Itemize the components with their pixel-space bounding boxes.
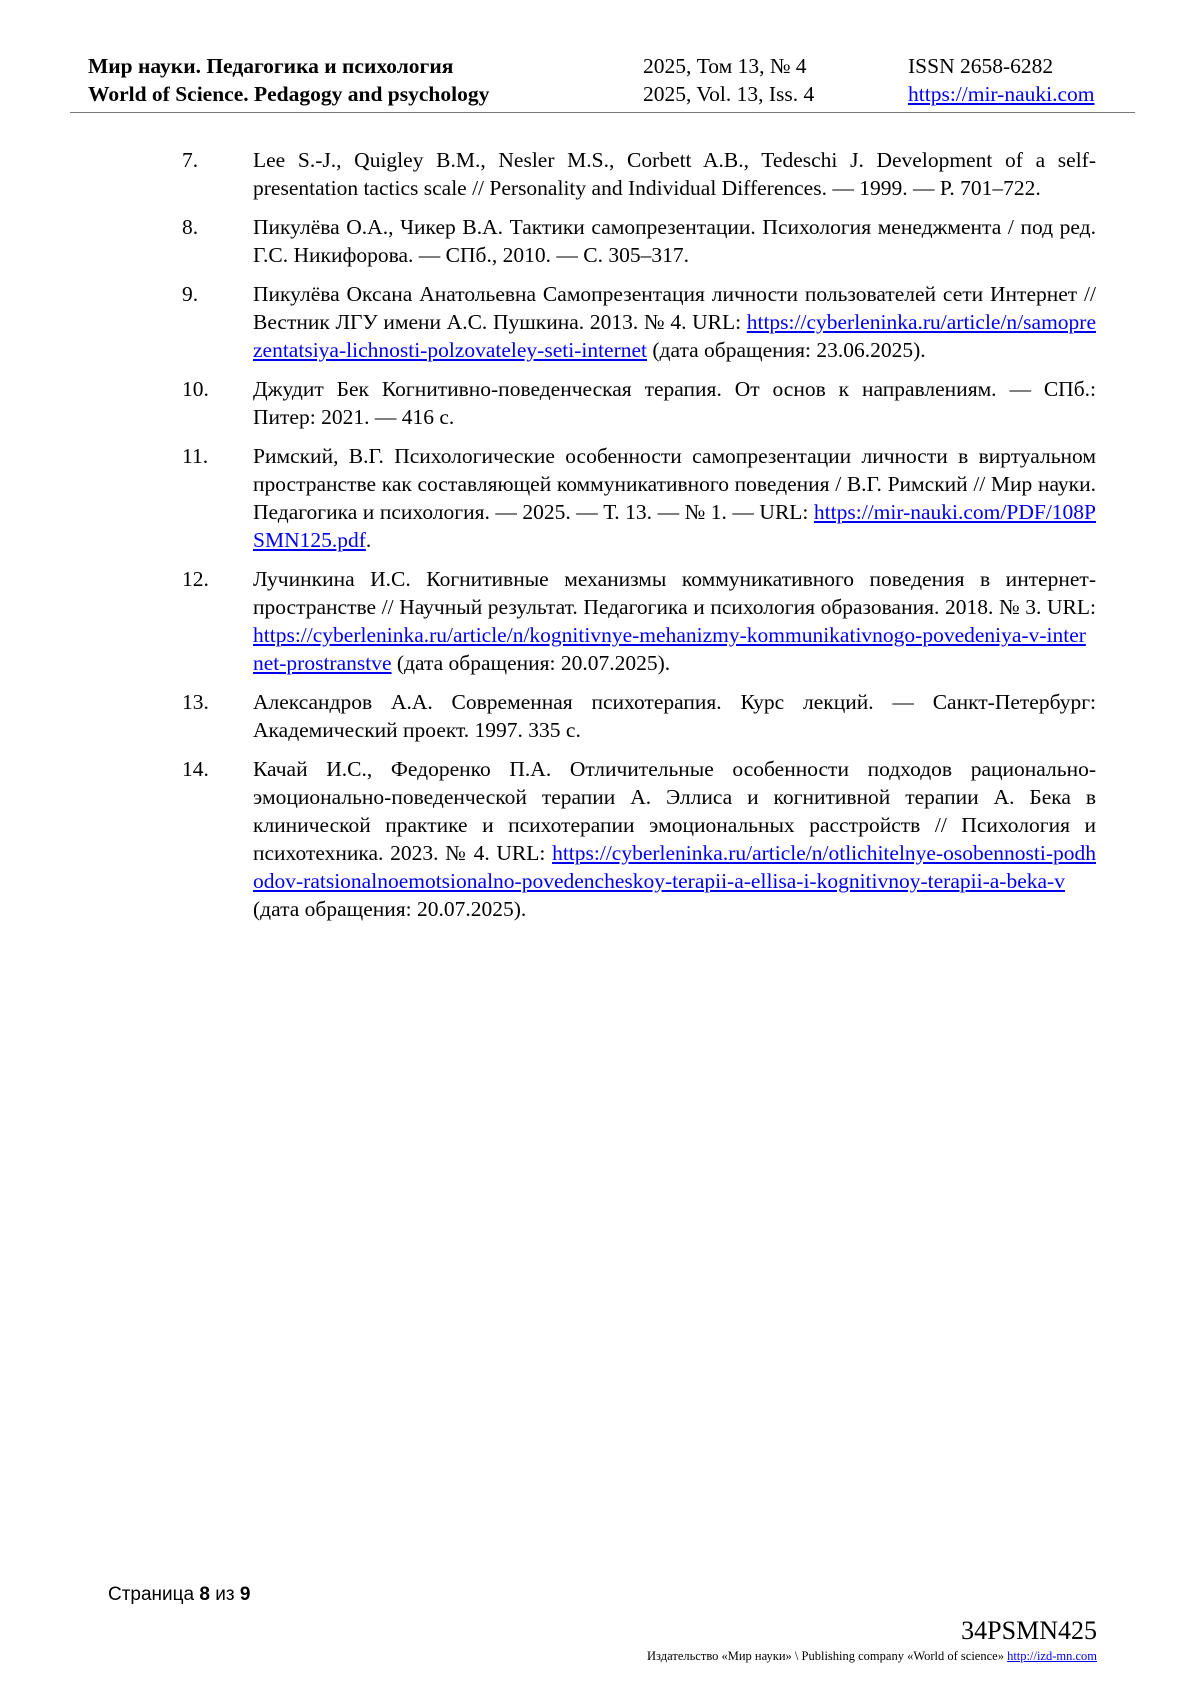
publisher-link[interactable]: http://izd-mn.com — [1007, 1649, 1097, 1663]
issue-info — [643, 52, 814, 108]
reference-body: Пикулёва О.А., Чикер В.А. Тактики самопрезентации. Психология менеджмента / под ред. Г.С. Никифорова. — СПб., 2010. — С. 305–317. — [253, 215, 1096, 267]
page-current: 8 — [199, 1584, 210, 1605]
page-counter — [108, 1584, 250, 1606]
reference-tail: (дата обращения: 20.07.2025). — [391, 651, 671, 675]
page-total: 9 — [239, 1584, 251, 1605]
reference-body: Александров А.А. Современная психотерапия. Курс лекций. — Санкт-Петербург: Академический проект. 1997. 335 с. — [253, 690, 1096, 742]
reference-item — [182, 146, 1096, 202]
reference-number: 10. — [182, 377, 209, 401]
reference-number: 11. — [182, 444, 209, 468]
reference-text — [253, 280, 1096, 364]
reference-item — [182, 755, 1096, 923]
reference-text — [253, 146, 1096, 202]
page-word: Страница — [108, 1584, 195, 1605]
reference-body: Качай И.С., Федоренко П.А. Отличительные особенности подходов рационально-эмоционально-поведенческой терапии А. Эллиса и когнитивной терапии А. Бека в клинической практике и психотерапии эмоциональных расстройств // Психология и психотехника. 2023. № 4. URL: — [253, 757, 1096, 865]
reference-body: Пикулёва Оксана Анатольевна Самопрезентация личности пользователей сети Интернет // Вестник ЛГУ имени А.С. Пушкина. 2013. № 4. URL: — [253, 282, 1096, 334]
journal-site-link[interactable]: https://mir-nauki.com — [908, 82, 1095, 106]
issn-block — [908, 52, 1094, 108]
reference-list — [182, 146, 1096, 934]
reference-url-link[interactable]: https://cyberleninka.ru/article/n/samoprezentatsiya-lichnosti-polzovateley-seti-internet — [253, 310, 1096, 362]
reference-tail: . — [365, 528, 372, 552]
reference-number: 8. — [182, 215, 199, 239]
issue-ru: 2025, Том 13, № 4 — [643, 54, 807, 78]
publisher-line — [647, 1649, 1097, 1664]
reference-number: 14. — [182, 757, 209, 781]
reference-item — [182, 442, 1096, 554]
reference-number: 9. — [182, 282, 199, 306]
reference-body: Римский, В.Г. Психологические особенности самопрезентации личности в виртуальном пространстве как составляющей коммуникативного поведения / В.Г. Римский // Мир науки. Педагогика и психология. — 2025. — Т. 13. — № 1. — URL: — [253, 444, 1096, 524]
reference-body: Лучинкина И.С. Когнитивные механизмы коммуникативного поведения в интернет-пространстве // Научный результат. Педагогика и психология образования. 2018. № 3. URL: — [253, 567, 1096, 619]
reference-item — [182, 280, 1096, 364]
journal-title-ru: Мир науки. Педагогика и психология — [88, 54, 454, 78]
reference-body: Lee S.-J., Quigley B.M., Nesler M.S., Corbett A.B., Tedeschi J. Development of a self-presentation tactics scale // Personality and Individual Differences. — 1999. — P. 701–722. — [253, 148, 1096, 200]
reference-url-link[interactable]: https://cyberleninka.ru/article/n/otlichitelnye-osobennosti-podhodov-ratsionalnoemotsionalno-povedencheskoy-terapii-a-ellisa-i-kognitivnoy-terapii-a-beka-v — [253, 841, 1096, 893]
reference-url-link[interactable]: https://cyberleninka.ru/article/n/kognitivnye-mehanizmy-kommunikativnogo-povedeniya-v-internet-prostranstve — [253, 623, 1086, 675]
journal-title-en: World of Science. Pedagogy and psychology — [88, 82, 490, 106]
issue-en: 2025, Vol. 13, Iss. 4 — [643, 82, 815, 106]
reference-text — [253, 375, 1096, 431]
article-code: 34PSMN425 — [961, 1616, 1097, 1645]
reference-number: 7. — [182, 148, 199, 172]
publisher-text: Издательство «Мир науки» \ Publishing company «World of science» — [647, 1649, 1008, 1663]
reference-text — [253, 442, 1096, 554]
reference-text — [253, 213, 1096, 269]
reference-text — [253, 755, 1096, 923]
reference-item — [182, 565, 1096, 677]
reference-tail: (дата обращения: 20.07.2025). — [253, 897, 527, 921]
reference-text — [253, 688, 1096, 744]
reference-text — [253, 565, 1096, 677]
reference-url-link[interactable]: https://mir-nauki.com/PDF/108PSMN125.pdf — [253, 500, 1096, 552]
journal-title — [88, 52, 489, 108]
page-of: из — [215, 1584, 235, 1605]
issn: ISSN 2658-6282 — [908, 54, 1054, 78]
reference-item — [182, 375, 1096, 431]
reference-body: Джудит Бек Когнитивно-поведенческая терапия. От основ к направлениям. — СПб.: Питер: 2021. — 416 с. — [253, 377, 1096, 429]
page-header — [70, 52, 1135, 113]
reference-item — [182, 213, 1096, 269]
reference-number: 13. — [182, 690, 209, 714]
reference-item — [182, 688, 1096, 744]
reference-tail: (дата обращения: 23.06.2025). — [647, 338, 926, 362]
reference-number: 12. — [182, 567, 209, 591]
